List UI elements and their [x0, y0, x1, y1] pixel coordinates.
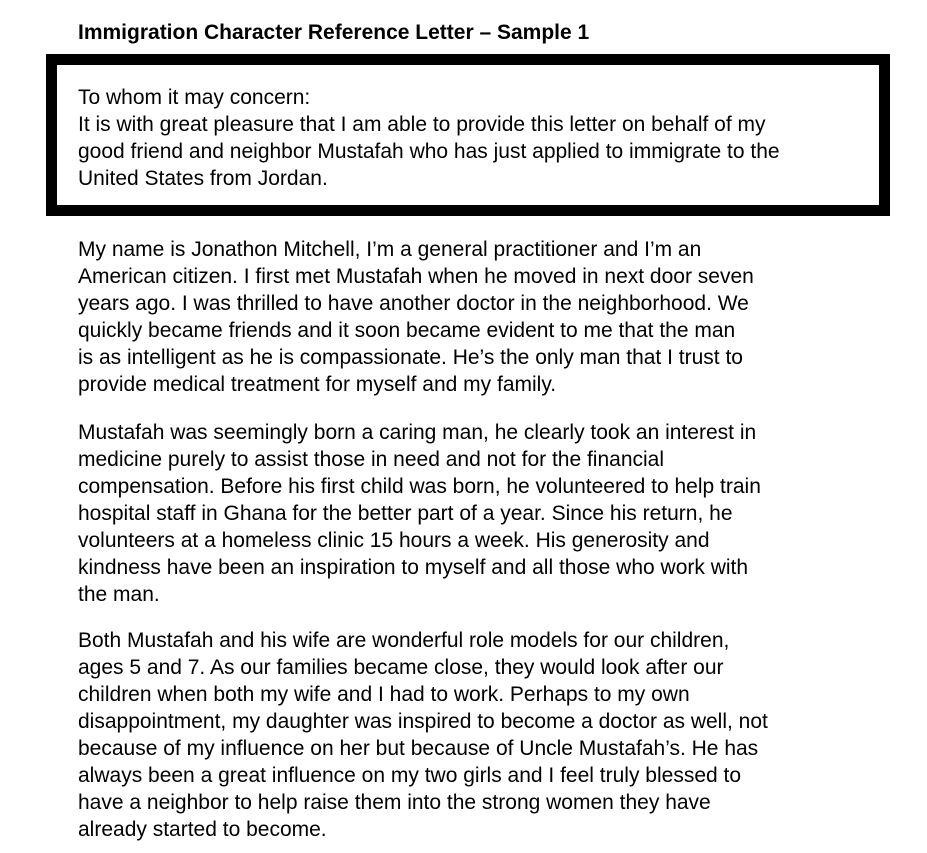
paragraph-line: American citizen. I first met Mustafah when he moved in next door seven — [78, 265, 754, 288]
paragraph-line: ages 5 and 7. As our families became close, they would look after our — [78, 656, 724, 679]
intro-line: good friend and neighbor Mustafah who has just applied to immigrate to the — [78, 140, 780, 163]
document-title: Immigration Character Reference Letter – Sample 1 — [78, 21, 590, 44]
paragraph-line: medicine purely to assist those in need and not for the financial — [78, 448, 665, 471]
paragraph-line: volunteers at a homeless clinic 15 hours a week. His generosity and — [78, 529, 710, 552]
paragraph-line: hospital staff in Ghana for the better part of a year. Since his return, he — [78, 502, 733, 525]
paragraph-line: compensation. Before his first child was born, he volunteered to help train — [78, 475, 761, 498]
intro-line: It is with great pleasure that I am able to provide this letter on behalf of my — [78, 113, 766, 136]
paragraph-line: kindness have been an inspiration to myself and all those who work with — [78, 556, 749, 579]
paragraph-character — [78, 419, 761, 608]
paragraph-line: because of my influence on her but because of Uncle Mustafah’s. He has — [78, 737, 759, 760]
paragraph-line: have a neighbor to help raise them into the strong women they have — [78, 791, 711, 814]
paragraph-line: provide medical treatment for myself and my family. — [78, 373, 557, 396]
paragraph-line: years ago. I was thrilled to have another doctor in the neighborhood. We — [78, 292, 749, 315]
paragraph-line: is as intelligent as he is compassionate. He’s the only man that I trust to — [78, 346, 743, 369]
paragraph-line: Both Mustafah and his wife are wonderful role models for our children, — [78, 629, 730, 652]
paragraph-line: Mustafah was seemingly born a caring man, he clearly took an interest in — [78, 421, 757, 444]
paragraph-introduction — [78, 236, 754, 398]
paragraph-line: My name is Jonathon Mitchell, I’m a general practitioner and I’m an — [78, 238, 702, 261]
paragraph-line: children when both my wife and I had to work. Perhaps to my own — [78, 683, 690, 706]
intro-box — [46, 54, 890, 216]
paragraph-line: always been a great influence on my two girls and I feel truly blessed to — [78, 764, 742, 787]
paragraph-line: disappointment, my daughter was inspired to become a doctor as well, not — [78, 710, 768, 733]
intro-line-salutation: To whom it may concern: — [78, 86, 311, 109]
intro-paragraph — [78, 84, 780, 192]
paragraph-line: the man. — [78, 583, 160, 606]
intro-line: United States from Jordan. — [78, 167, 328, 190]
paragraph-family — [78, 627, 768, 843]
paragraph-line: quickly became friends and it soon became evident to me that the man — [78, 319, 736, 342]
paragraph-line: already started to become. — [78, 818, 327, 841]
